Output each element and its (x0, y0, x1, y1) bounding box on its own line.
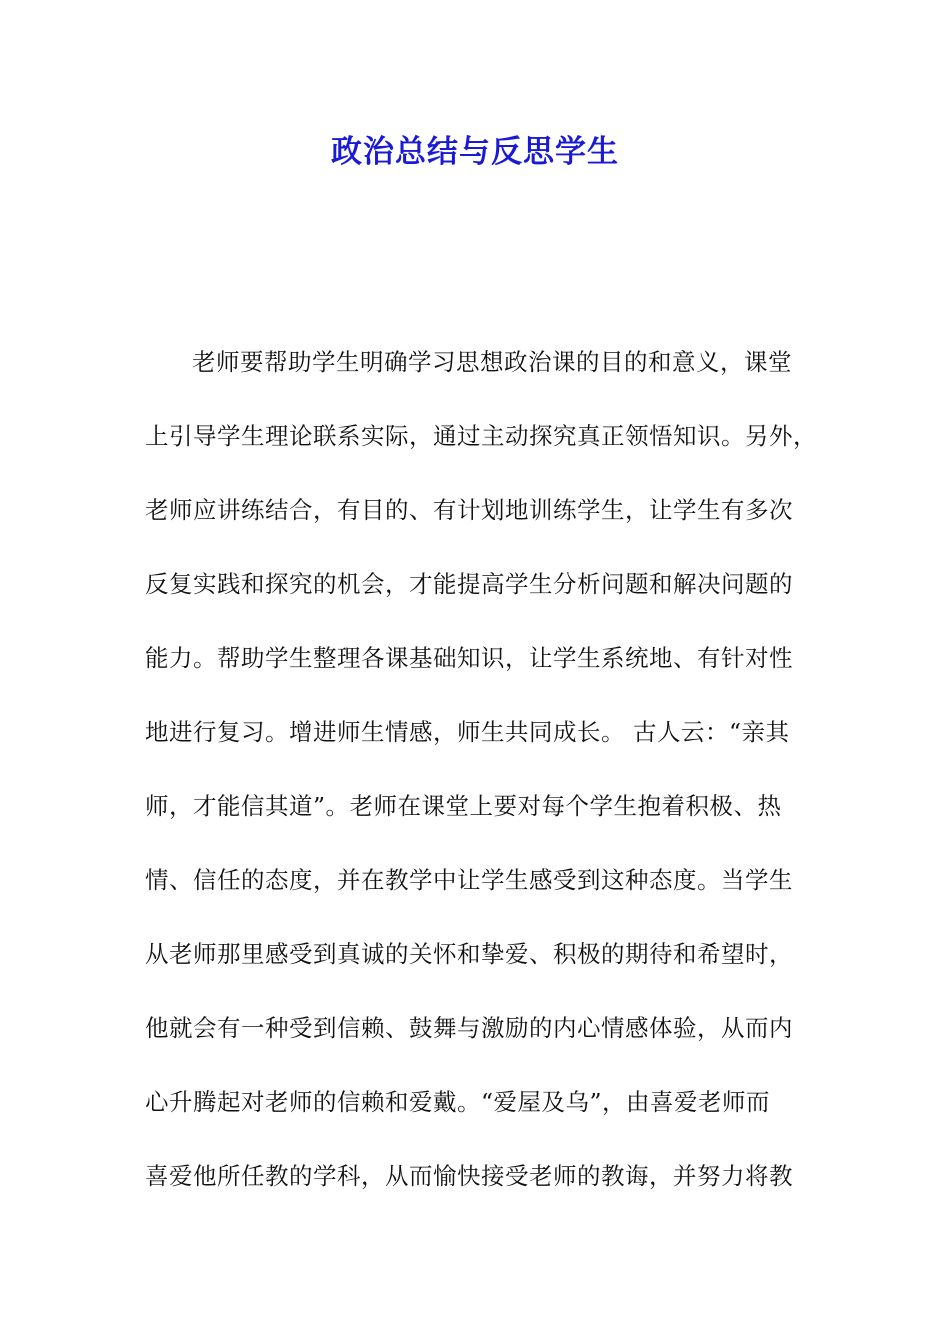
paragraph-line: 上引导学生理论联系实际，通过主动探究真正领悟知识。另外， (145, 422, 817, 450)
document-body (145, 338, 817, 1226)
paragraph-line: 能力。帮助学生整理各课基础知识，让学生系统地、有针对性 (145, 644, 793, 672)
paragraph-line: 老师应讲练结合，有目的、有计划地训练学生，让学生有多次 (145, 496, 793, 524)
document-title: 政治总结与反思学生 (331, 134, 619, 170)
paragraph-line: 反复实践和探究的机会，才能提高学生分析问题和解决问题的 (145, 570, 793, 598)
paragraph-line: 师，才能信其道”。老师在课堂上要对每个学生抱着积极、热 (145, 792, 782, 820)
paragraph-line: 喜爱他所任教的学科，从而愉快接受老师的教诲，并努力将教 (145, 1162, 793, 1190)
paragraph-line: 地进行复习。增进师生情感，师生共同成长。 古人云：“亲其 (145, 718, 790, 746)
paragraph-line: 老师要帮助学生明确学习思想政治课的目的和意义，课堂 (192, 348, 792, 376)
paragraph-line: 情、信任的态度，并在教学中让学生感受到这种态度。当学生 (145, 866, 793, 894)
paragraph-line: 从老师那里感受到真诚的关怀和挚爱、积极的期待和希望时， (145, 940, 793, 968)
paragraph-line: 他就会有一种受到信赖、鼓舞与激励的内心情感体验，从而内 (145, 1014, 793, 1042)
paragraph-line: 心升腾起对老师的信赖和爱戴。“爱屋及乌”，由喜爱老师而 (145, 1088, 771, 1116)
